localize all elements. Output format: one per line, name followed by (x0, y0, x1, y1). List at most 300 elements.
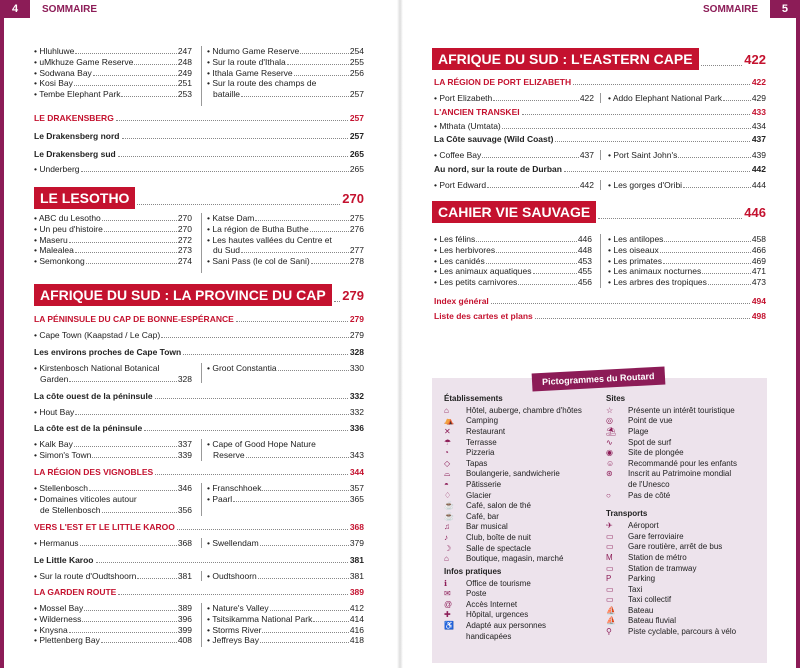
entry-page: 274 (177, 256, 192, 267)
dot-leader (118, 156, 348, 157)
legend-transport (606, 616, 766, 627)
entry-page: 368 (177, 538, 192, 548)
section-nord-durban (434, 164, 766, 174)
entry (434, 255, 592, 266)
entry (34, 88, 192, 99)
column-divider (600, 180, 601, 190)
entry-label: • Ithala Game Reserve (207, 68, 293, 78)
dot-leader (702, 273, 751, 274)
entry-page: 356 (177, 505, 192, 515)
legend-transport-icon: ▭ (606, 542, 614, 552)
dot-leader (493, 100, 579, 101)
entry (34, 212, 192, 223)
entry-label: • La région de Butha Buthe (207, 224, 309, 234)
entry (434, 92, 594, 103)
entry-page: 418 (349, 635, 364, 646)
entry-label: • Plettenberg Bay (34, 635, 100, 645)
entry (207, 244, 364, 255)
dot-leader (177, 529, 348, 530)
entry (207, 88, 364, 99)
entry-page: 346 (177, 483, 192, 493)
entry (207, 45, 364, 56)
transports-heading: Transports (606, 509, 648, 519)
dot-leader (183, 354, 348, 355)
legend-transport-icon: ✈ (606, 521, 613, 531)
pictogram-legend (432, 371, 767, 663)
entry-page: 332 (349, 407, 364, 417)
entry-label: • Les hautes vallées du Centre et (207, 235, 332, 245)
entry (207, 234, 364, 245)
entry-label: • ABC du Lesotho (34, 213, 101, 223)
entry-label: • Sur la route d'Ithala (207, 57, 286, 67)
section-index-title: Index général (434, 296, 489, 306)
dot-leader (74, 85, 177, 86)
entry-label: • Storms River (207, 625, 261, 635)
column-divider (201, 213, 202, 273)
legend-etablissement (444, 479, 604, 490)
legend-etablissement-icon: ✕ (444, 426, 451, 436)
dot-leader (161, 337, 349, 338)
dot-leader (101, 642, 177, 643)
legend-transport-label: Piste cyclable, parcours à vélo (628, 627, 737, 637)
legend-site-icon: ◎ (606, 416, 613, 426)
dot-leader (155, 398, 348, 399)
legend-transport-label: Parking (628, 574, 656, 584)
pictogram-title: Pictogrammes du Routard (532, 367, 665, 392)
entry (34, 504, 192, 515)
section-drakensberg-nord-page: 257 (349, 131, 364, 141)
legend-transport-label: Taxi (628, 584, 643, 594)
entry-label: • Hermanus (34, 538, 79, 548)
dot-leader (75, 414, 349, 415)
chapter-lesotho (34, 187, 364, 209)
entry-page: 253 (177, 89, 192, 100)
legend-transport-label: Station de tramway (628, 563, 697, 573)
entry (434, 233, 592, 244)
dot-leader (116, 120, 348, 121)
chapter-lesotho-title: LE LESOTHO (34, 187, 135, 209)
entry (207, 212, 364, 223)
entry-page: 434 (751, 121, 766, 131)
entry-label: • Les félins (434, 234, 475, 244)
section-cote-ouest (34, 391, 364, 401)
legend-info-icon: ♿ (444, 621, 454, 631)
entry-page: 249 (177, 67, 192, 78)
entry-page: 396 (177, 613, 192, 624)
entry (434, 149, 594, 160)
legend-transport-icon: ▭ (606, 531, 614, 541)
legend-site-icon: ⛱ (606, 426, 617, 436)
entry-label: • Knysna (34, 625, 68, 635)
entry (34, 362, 192, 373)
entry (608, 149, 766, 160)
legend-site-icon: ◉ (606, 448, 613, 458)
entry-page: 379 (349, 538, 364, 548)
dot-leader (121, 96, 176, 97)
entry-page: 414 (349, 613, 364, 624)
entry-label: • Hluhluwe (34, 46, 74, 56)
entry-label: • Port Elizabeth (434, 93, 492, 103)
entry (207, 255, 364, 266)
entry (34, 244, 192, 255)
entry (434, 244, 592, 255)
dot-leader (75, 252, 177, 253)
dot-leader (82, 621, 176, 622)
entry-page: 273 (177, 245, 192, 256)
legend-etablissement-icon: ♢ (444, 490, 452, 500)
entry-page: 256 (349, 67, 364, 78)
entry (34, 613, 192, 624)
legend-etablissement-icon: ⌂ (444, 405, 449, 415)
legend-site (606, 447, 766, 458)
entry-label: • Kalk Bay (34, 439, 73, 449)
section-cartes-page: 498 (751, 311, 766, 321)
section-peninsule-title: LA PÉNINSULE DU CAP DE BONNE-ESPÉRANCE (34, 314, 234, 324)
legend-site-label: de l'Unesco (628, 479, 670, 489)
dot-leader (69, 242, 177, 243)
entry-label: du Sud (213, 245, 240, 256)
entry-page: 276 (349, 223, 364, 234)
legend-etablissement-icon: ☂ (444, 437, 452, 447)
legend-etablissement (444, 469, 604, 480)
legend-info-icon: @ (444, 599, 453, 609)
legend-info (444, 610, 604, 621)
entry-label: • Ndumo Game Reserve (207, 46, 299, 56)
legend-site (606, 426, 766, 437)
section-cote-est-title: La côte est de la péninsule (34, 423, 143, 433)
entry-label: • Underberg (34, 164, 80, 174)
section-drakensberg (34, 113, 364, 123)
legend-etablissement-icon: ♫ (444, 522, 450, 532)
legend-info-icon: ✚ (444, 610, 451, 620)
legend-transport-label: Taxi collectif (628, 595, 672, 605)
dot-leader (262, 490, 348, 491)
entry-page: 365 (349, 494, 364, 504)
legend-transport-icon: M (606, 552, 613, 562)
chapter-eastern-cape (432, 48, 766, 70)
legend-site-icon: ☺ (606, 458, 615, 468)
dot-leader (260, 545, 349, 546)
legend-transport-label: Gare ferroviaire (628, 531, 684, 541)
entry-label: • Cape Town (Kaapstad / Le Cap) (34, 330, 160, 340)
column-divider (201, 603, 202, 647)
entry-page: 257 (349, 89, 364, 100)
dot-leader (287, 64, 349, 65)
entry (34, 624, 192, 635)
legend-site-label: Présente un intérêt touristique (628, 405, 735, 415)
section-cote-ouest-page: 332 (349, 391, 364, 401)
legend-etablissement-label: Club, boîte de nuit (466, 532, 531, 542)
legend-etablissement-label: Hôtel, auberge, chambre d'hôtes (466, 405, 582, 415)
legend-etablissement (444, 511, 604, 522)
dot-leader (255, 220, 348, 221)
entry-label: • Katse Dam (207, 213, 254, 223)
section-vignobles-title: LA RÉGION DES VIGNOBLES (34, 467, 154, 477)
legend-etablissement-label: Café, bar (466, 511, 499, 521)
entry-label: • uMkhuze Game Reserve (34, 57, 133, 67)
entry-page: 328 (177, 374, 192, 384)
entry-page: 330 (349, 363, 364, 373)
dot-leader (80, 545, 177, 546)
entry (207, 493, 364, 504)
section-karoo-page: 368 (349, 522, 364, 532)
chapter-lesotho-page: 270 (342, 190, 364, 206)
entry (608, 92, 766, 103)
entry (34, 602, 192, 613)
dot-leader (678, 157, 750, 158)
dot-leader (487, 187, 579, 188)
dot-leader (313, 621, 348, 622)
entry-label: • Sodwana Bay (34, 68, 92, 78)
entry-page: 270 (177, 213, 192, 223)
dot-leader (502, 128, 751, 129)
section-cote-sauvage (434, 134, 766, 144)
entry (608, 276, 766, 287)
entry-page: 408 (177, 635, 192, 646)
section-peninsule-page: 279 (349, 314, 364, 324)
entry-label: • Kosi Bay (34, 78, 73, 88)
entry (34, 449, 192, 460)
legend-site-icon: ☆ (606, 405, 614, 415)
entry-page: 453 (577, 255, 592, 266)
dot-leader (701, 65, 743, 66)
legend-info-label: Poste (466, 589, 487, 599)
entry-label: • Mossel Bay (34, 603, 83, 613)
legend-info (444, 578, 604, 589)
dot-leader (155, 474, 348, 475)
column-divider (201, 363, 202, 383)
column-divider (201, 538, 202, 548)
entry (608, 255, 766, 266)
legend-transport (606, 552, 766, 563)
entry-page: 455 (577, 266, 592, 277)
dot-leader (476, 241, 577, 242)
legend-transport (606, 563, 766, 574)
legend-site (606, 416, 766, 427)
legend-etablissement (444, 553, 604, 564)
legend-etablissement (444, 405, 604, 416)
legend-etablissement-label: Pâtisserie (466, 479, 502, 489)
chapter-eastern-cape-title: AFRIQUE DU SUD : L'EASTERN CAPE (432, 48, 699, 70)
legend-site-icon: ○ (606, 490, 611, 500)
legend-site-label: Pas de côté (628, 490, 671, 500)
entry-page: 275 (349, 213, 364, 223)
legend-transport (606, 605, 766, 616)
entry-label: • Les animaux nocturnes (608, 266, 701, 276)
entry-label: • Coffee Bay (434, 150, 481, 160)
dot-leader (241, 96, 349, 97)
legend-site (606, 469, 766, 480)
entry-page: 278 (349, 256, 364, 267)
legend-etablissement (444, 447, 604, 458)
legend-etablissement-label: Camping (466, 416, 499, 426)
section-vignobles-page: 344 (349, 467, 364, 477)
dot-leader (144, 430, 348, 431)
legend-site-label: Inscrit au Patrimoine mondial (628, 469, 732, 479)
legend-site (606, 458, 766, 469)
legend-etablissement (444, 500, 604, 511)
section-environs-title: Les environs proches de Cape Town (34, 347, 182, 357)
chapter-eastern-cape-page: 422 (744, 51, 766, 67)
chapter-cap (34, 284, 364, 306)
chapter-cahier (432, 201, 766, 223)
dot-leader (486, 263, 577, 264)
entry (34, 234, 192, 245)
dot-leader (598, 218, 742, 219)
entry (34, 634, 192, 645)
legend-info-label: handicapées (466, 631, 512, 641)
legend-etablissement-label: Boulangerie, sandwicherie (466, 469, 560, 479)
legend-etablissement-label: Boutique, magasin, marché (466, 554, 564, 564)
legend-etablissement-label: Café, salon de thé (466, 501, 531, 511)
entry-page: 444 (751, 180, 766, 190)
entry (207, 634, 364, 645)
entry-label: • Simon's Town (34, 450, 91, 460)
column-divider (201, 571, 202, 581)
entry-page: 339 (177, 450, 192, 460)
dot-leader (683, 187, 751, 188)
entry (207, 602, 364, 613)
legend-etablissement-label: Tapas (466, 458, 488, 468)
entry-label: • Les oiseaux (608, 245, 659, 255)
legend-info-icon: ✉ (444, 589, 451, 599)
section-little-karoo (34, 555, 364, 565)
dot-leader (663, 263, 751, 264)
chapter-cahier-title: CAHIER VIE SAUVAGE (432, 201, 596, 223)
legend-etablissement-icon: ◓ (444, 479, 449, 489)
legend-info-label: Hôpital, urgences (466, 610, 529, 620)
section-port-elizabeth-page: 422 (751, 77, 766, 87)
entry-page: 412 (349, 603, 364, 613)
entry-label: • Nature's Valley (207, 603, 269, 613)
legend-info-label: Accès Internet (466, 599, 518, 609)
section-little-karoo-page: 381 (349, 555, 364, 565)
entry-page: 270 (177, 223, 192, 234)
dot-leader (84, 610, 177, 611)
dot-leader (555, 141, 749, 142)
section-little-karoo-title: Le Little Karoo (34, 555, 94, 565)
entry-page: 247 (177, 46, 192, 56)
section-index-page: 494 (751, 296, 766, 306)
legend-site (606, 405, 766, 416)
entry (34, 406, 364, 417)
section-cote-sauvage-page: 437 (751, 134, 766, 144)
entry (34, 570, 192, 581)
dot-leader (74, 446, 177, 447)
dot-leader (300, 53, 349, 54)
legend-transport-label: Bateau (628, 605, 654, 615)
dot-leader (564, 171, 750, 172)
entry (207, 570, 364, 581)
entry (34, 438, 192, 449)
legend-etablissement-icon: ☽ (444, 543, 452, 553)
entry-page: 399 (177, 624, 192, 635)
dot-leader (260, 642, 349, 643)
legend-transport-icon: ⛵ (606, 605, 616, 615)
dot-leader (81, 171, 349, 172)
section-port-elizabeth-title: LA RÉGION DE PORT ELIZABETH (434, 77, 572, 87)
section-garden-route-page: 389 (349, 587, 364, 597)
entry-page: 337 (177, 439, 192, 449)
entry-page: 446 (577, 234, 592, 244)
dot-leader (236, 321, 348, 322)
dot-leader (294, 75, 349, 76)
entry-label: • Domaines viticoles autour (34, 494, 137, 504)
legend-site-icon: ∿ (606, 437, 613, 447)
legend-etablissement-icon: ☕ (444, 501, 454, 511)
dot-leader (86, 263, 177, 264)
section-index (434, 296, 766, 306)
entry-page: 469 (751, 255, 766, 266)
entry (207, 67, 364, 78)
dot-leader (69, 632, 177, 633)
legend-etablissement-label: Terrasse (466, 437, 497, 447)
dot-leader (491, 303, 750, 304)
entry (608, 233, 766, 244)
legend-etablissement (444, 522, 604, 533)
dot-leader (262, 632, 348, 633)
legend-transport-label: Station de métro (628, 552, 687, 562)
entry (34, 223, 192, 234)
legend-site-label: Site de plongée (628, 448, 684, 458)
entry-label: • Semonkong (34, 256, 85, 266)
right-header-title: SOMMAIRE (703, 4, 758, 15)
entry-page: 442 (579, 180, 594, 190)
dot-leader (310, 231, 349, 232)
section-cote-sauvage-title: La Côte sauvage (Wild Coast) (434, 134, 554, 144)
entry-label: bataille (213, 89, 240, 100)
section-cote-est-page: 336 (349, 423, 364, 433)
entry-page: 357 (349, 483, 364, 493)
entry-page: 255 (349, 56, 364, 67)
dot-leader (573, 84, 750, 85)
column-divider (600, 93, 601, 103)
section-drakensberg-page: 257 (349, 113, 364, 123)
entry-label: • Les herbivores (434, 245, 495, 255)
chapter-cahier-page: 446 (744, 204, 766, 220)
entry-label: • Les canidés (434, 256, 485, 266)
legend-transport-icon: ⛵ (606, 616, 616, 626)
entry-label: • Port Saint John's (608, 150, 677, 160)
legend-etablissement-icon: ⌂ (444, 554, 449, 564)
entry-page: 381 (177, 571, 192, 581)
entry (207, 56, 364, 67)
chapter-cap-title: AFRIQUE DU SUD : LA PROVINCE DU CAP (34, 284, 332, 306)
entry-page: 343 (349, 450, 364, 460)
dot-leader (334, 301, 341, 302)
legend-transport-label: Aéroport (628, 521, 659, 531)
dot-leader (535, 318, 750, 319)
legend-etablissement-label: Pizzeria (466, 448, 495, 458)
entry (34, 56, 192, 67)
entry-label: • Les animaux aquatiques (434, 266, 532, 276)
entry-page: 272 (177, 234, 192, 245)
legend-etablissement-icon: ☕ (444, 511, 454, 521)
entry-page: 248 (177, 56, 192, 67)
legend-info-label: Adapté aux personnes (466, 621, 547, 631)
entry-label: • Sani Pass (le col de Sani) (207, 256, 310, 266)
entry-page: 416 (349, 624, 364, 635)
entry (34, 45, 192, 56)
sites-heading: Sites (606, 394, 626, 403)
entry-page: 466 (751, 244, 766, 255)
legend-transport (606, 595, 766, 606)
dot-leader (96, 562, 348, 563)
section-cartes-title: Liste des cartes et plans (434, 311, 533, 321)
legend-etablissement-icon: ⌓ (444, 468, 451, 478)
left-header-title: SOMMAIRE (42, 4, 97, 15)
infos-heading: Infos pratiques (444, 566, 502, 576)
